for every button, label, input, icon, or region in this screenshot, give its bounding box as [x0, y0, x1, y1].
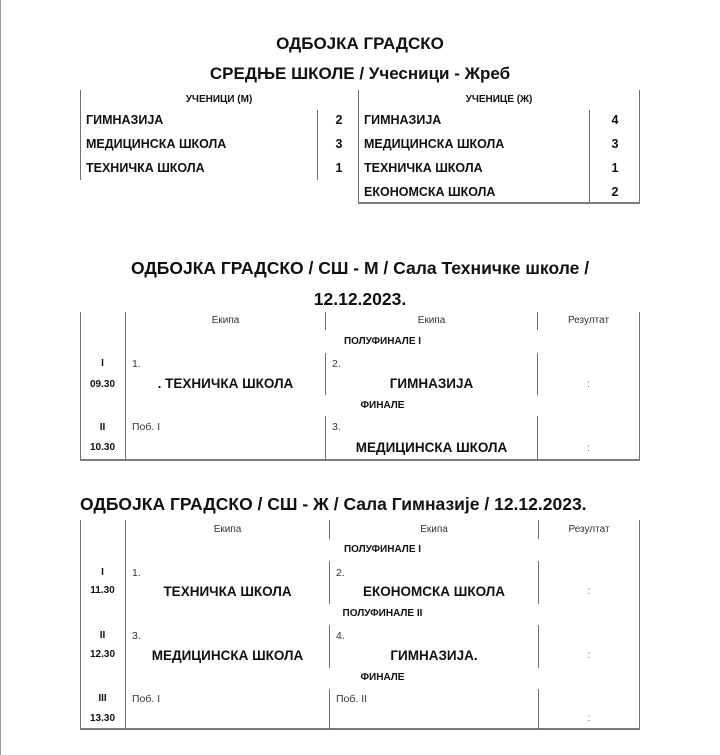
team-name: . ТЕХНИЧКА ШКОЛА	[157, 376, 294, 391]
match-result: :	[587, 586, 591, 597]
round-section-label: ФИНАЛЕ	[360, 672, 405, 683]
team-slot-label: 1.	[132, 358, 141, 370]
page-subtitle: СРЕДЊЕ ШКОЛЕ / Учесници - Жреб	[209, 64, 511, 83]
team-name: МЕДИЦИНСКА ШКОЛА	[151, 648, 304, 663]
round-section-label: ПОЛУФИНАЛЕ I	[343, 544, 422, 555]
draw-row	[80, 156, 358, 180]
table-rule	[538, 625, 539, 668]
team-slot-label: Поб. I	[132, 693, 161, 705]
school-name: ТЕХНИЧКА ШКОЛА	[86, 161, 205, 175]
school-name: ЕКОНОМСКА ШКОЛА	[364, 185, 496, 199]
draw-number: 2	[335, 113, 343, 127]
page-edge	[0, 0, 1, 755]
draw-row	[358, 108, 640, 132]
girls-schedule-table	[80, 520, 640, 730]
school-name: МЕДИЦИНСКА ШКОЛА	[364, 137, 505, 151]
match-result: :	[587, 713, 591, 724]
draw-girls-heading: УЧЕНИЦЕ (Ж)	[465, 94, 533, 105]
draw-boys-table	[80, 90, 358, 185]
match-round: III	[98, 693, 107, 704]
team-name: ГИМНАЗИЈА	[389, 376, 474, 391]
school-name: МЕДИЦИНСКА ШКОЛА	[86, 137, 227, 151]
boys-schedule-date: 12.12.2023.	[313, 289, 407, 309]
draw-row	[358, 156, 640, 180]
draw-number: 1	[335, 161, 343, 175]
match-result: :	[587, 379, 590, 390]
team-name: ЕКОНОМСКА ШКОЛА	[363, 584, 505, 599]
table-rule	[538, 561, 539, 604]
draw-number: 1	[611, 161, 619, 175]
table-rule	[639, 312, 640, 460]
school-name: ГИМНАЗИЈА	[86, 113, 164, 127]
school-name: ТЕХНИЧКА ШКОЛА	[364, 161, 483, 175]
match-round: I	[101, 358, 104, 369]
column-header-team: Екипа	[417, 315, 446, 326]
draw-row	[358, 132, 640, 156]
match-result: :	[587, 650, 591, 661]
team-name: ГИМНАЗИЈА.	[390, 648, 478, 663]
match-round: I	[101, 567, 104, 578]
draw-row	[80, 108, 358, 132]
team-name: ТЕХНИЧКА ШКОЛА	[163, 584, 292, 599]
table-rule	[329, 689, 330, 729]
column-header-team: Екипа	[420, 524, 448, 535]
team-slot-label: Поб. I	[132, 421, 161, 433]
column-header-team: Екипа	[213, 524, 242, 535]
table-rule	[80, 459, 640, 461]
draw-number: 4	[611, 113, 619, 127]
girls-schedule-title: ОДБОЈКА ГРАДСКО / СШ - Ж / Сала Гимназије / 12.12.2023.	[80, 494, 587, 514]
team-slot-label: 2.	[332, 358, 341, 370]
team-slot-label: 2.	[336, 567, 345, 579]
match-round: II	[99, 630, 106, 641]
round-section-label: ПОЛУФИНАЛЕ I	[343, 336, 422, 347]
table-rule	[639, 520, 640, 729]
draw-number: 3	[335, 137, 343, 151]
match-time: 09.30	[89, 379, 116, 390]
match-result: :	[587, 443, 590, 454]
team-slot-label: 3.	[332, 421, 341, 433]
boys-schedule-table	[80, 312, 640, 462]
team-slot-label: 4.	[336, 630, 345, 642]
school-name: ГИМНАЗИЈА	[364, 113, 442, 127]
draw-number: 2	[611, 185, 619, 199]
page-title: ОДБОЈКА ГРАДСКО	[276, 34, 444, 53]
draw-row	[358, 180, 640, 204]
team-name: МЕДИЦИНСКА ШКОЛА	[355, 440, 508, 455]
draw-number: 3	[611, 137, 619, 151]
match-time: 11.30	[90, 585, 115, 596]
round-section-label: ФИНАЛЕ	[360, 400, 405, 411]
team-slot-label: Поб. II	[336, 693, 368, 705]
boys-schedule-title: ОДБОЈКА ГРАДСКО / СШ - М / Сала Техничке школе /	[130, 258, 590, 278]
draw-boys-heading: УЧЕНИЦИ (М)	[185, 94, 253, 105]
match-time: 12.30	[89, 649, 116, 660]
column-header-team: Екипа	[211, 315, 240, 326]
match-time: 10.30	[89, 442, 116, 453]
draw-row	[80, 132, 358, 156]
table-rule	[80, 728, 640, 730]
match-round: II	[99, 422, 106, 433]
column-header-result: Резултат	[567, 315, 610, 326]
team-slot-label: 3.	[132, 630, 141, 642]
match-time: 13.30	[89, 713, 116, 724]
round-section-label: ПОЛУФИНАЛЕ II	[342, 608, 423, 619]
team-slot-label: 1.	[132, 567, 141, 579]
column-header-result: Резултат	[568, 524, 610, 535]
draw-girls-table	[358, 90, 640, 203]
